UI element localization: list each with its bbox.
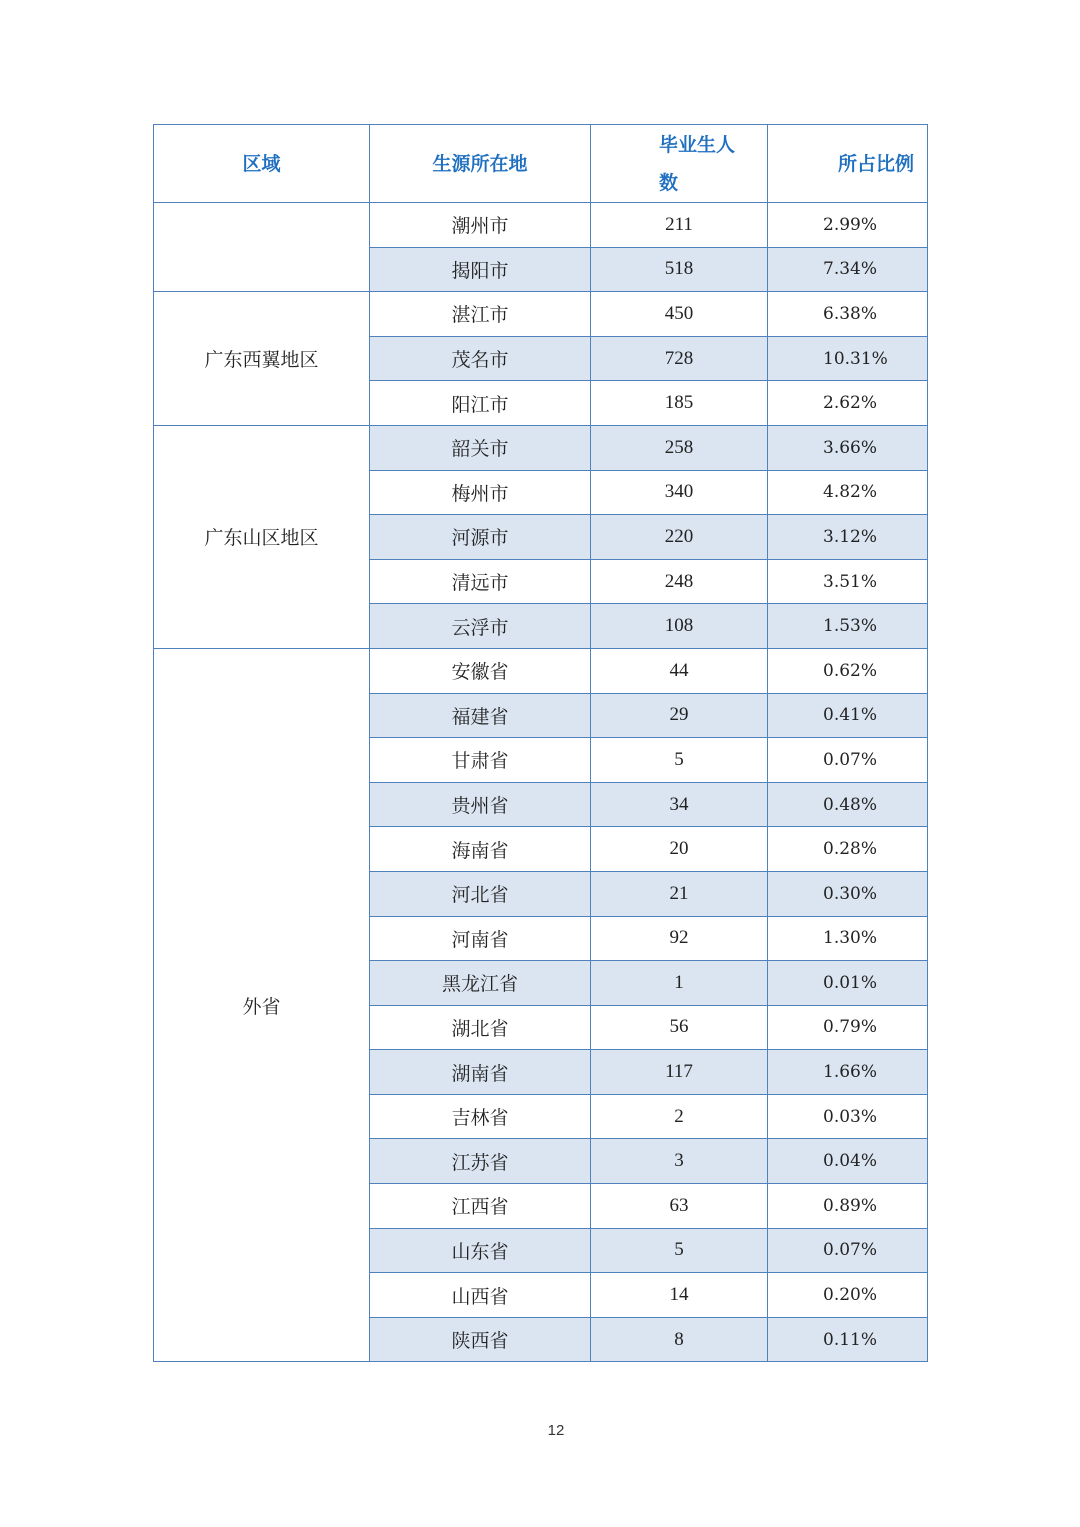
ratio-cell: 0.07% bbox=[768, 738, 928, 783]
source-location-cell: 清远市 bbox=[370, 559, 591, 604]
ratio-cell: 7.34% bbox=[768, 247, 928, 292]
region-cell: 外省 bbox=[154, 648, 370, 1362]
ratio-cell: 1.30% bbox=[768, 916, 928, 961]
ratio-cell: 3.12% bbox=[768, 515, 928, 560]
header-ratio-label: 所占比例 bbox=[838, 152, 915, 175]
graduate-count-cell: 5 bbox=[591, 738, 768, 783]
graduate-count-cell: 29 bbox=[591, 693, 768, 738]
ratio-cell: 0.07% bbox=[768, 1228, 928, 1273]
source-location-cell: 河北省 bbox=[370, 871, 591, 916]
header-region: 区域 bbox=[154, 125, 370, 203]
graduate-count-cell: 14 bbox=[591, 1273, 768, 1318]
graduate-source-table bbox=[153, 124, 928, 1362]
region-cell bbox=[154, 203, 370, 292]
graduate-count-cell: 340 bbox=[591, 470, 768, 515]
source-location-cell: 安徽省 bbox=[370, 648, 591, 693]
graduate-count-cell: 34 bbox=[591, 782, 768, 827]
graduate-count-cell: 63 bbox=[591, 1184, 768, 1229]
graduate-count-cell: 108 bbox=[591, 604, 768, 649]
graduate-count-cell: 1 bbox=[591, 961, 768, 1006]
source-location-cell: 韶关市 bbox=[370, 425, 591, 470]
header-graduate-count bbox=[591, 125, 768, 203]
ratio-cell: 3.66% bbox=[768, 425, 928, 470]
source-location-cell: 湖南省 bbox=[370, 1050, 591, 1095]
source-location-cell: 甘肃省 bbox=[370, 738, 591, 783]
graduate-count-cell: 211 bbox=[591, 203, 768, 248]
graduate-count-cell: 518 bbox=[591, 247, 768, 292]
source-location-cell: 茂名市 bbox=[370, 336, 591, 381]
graduate-count-cell: 248 bbox=[591, 559, 768, 604]
graduate-count-cell: 8 bbox=[591, 1317, 768, 1362]
ratio-cell: 2.99% bbox=[768, 203, 928, 248]
table-row bbox=[154, 292, 928, 337]
graduate-count-cell: 185 bbox=[591, 381, 768, 426]
graduate-count-cell: 450 bbox=[591, 292, 768, 337]
region-cell: 广东西翼地区 bbox=[154, 292, 370, 426]
ratio-cell: 0.28% bbox=[768, 827, 928, 872]
ratio-cell: 0.11% bbox=[768, 1317, 928, 1362]
graduate-count-cell: 258 bbox=[591, 425, 768, 470]
header-graduate-count-label: 毕业生人数 bbox=[659, 133, 736, 194]
ratio-cell: 0.20% bbox=[768, 1273, 928, 1318]
ratio-cell: 10.31% bbox=[768, 336, 928, 381]
source-location-cell: 陕西省 bbox=[370, 1317, 591, 1362]
graduate-count-cell: 56 bbox=[591, 1005, 768, 1050]
table-row bbox=[154, 648, 928, 693]
graduate-count-cell: 728 bbox=[591, 336, 768, 381]
source-location-cell: 揭阳市 bbox=[370, 247, 591, 292]
page-number: 12 bbox=[547, 1422, 565, 1439]
graduate-count-cell: 44 bbox=[591, 648, 768, 693]
region-cell: 广东山区地区 bbox=[154, 425, 370, 648]
ratio-cell: 1.53% bbox=[768, 604, 928, 649]
table-row bbox=[154, 203, 928, 248]
source-location-cell: 山东省 bbox=[370, 1228, 591, 1273]
source-location-cell: 河源市 bbox=[370, 515, 591, 560]
source-location-cell: 贵州省 bbox=[370, 782, 591, 827]
table-header-row bbox=[154, 125, 928, 203]
ratio-cell: 0.01% bbox=[768, 961, 928, 1006]
graduate-count-cell: 92 bbox=[591, 916, 768, 961]
ratio-cell: 0.30% bbox=[768, 871, 928, 916]
source-location-cell: 福建省 bbox=[370, 693, 591, 738]
ratio-cell: 0.79% bbox=[768, 1005, 928, 1050]
ratio-cell: 0.03% bbox=[768, 1094, 928, 1139]
source-location-cell: 潮州市 bbox=[370, 203, 591, 248]
graduate-count-cell: 20 bbox=[591, 827, 768, 872]
source-location-cell: 海南省 bbox=[370, 827, 591, 872]
source-location-cell: 梅州市 bbox=[370, 470, 591, 515]
source-location-cell: 吉林省 bbox=[370, 1094, 591, 1139]
ratio-cell: 0.62% bbox=[768, 648, 928, 693]
source-location-cell: 湛江市 bbox=[370, 292, 591, 337]
ratio-cell: 0.41% bbox=[768, 693, 928, 738]
source-location-cell: 黑龙江省 bbox=[370, 961, 591, 1006]
graduate-count-cell: 5 bbox=[591, 1228, 768, 1273]
ratio-cell: 6.38% bbox=[768, 292, 928, 337]
header-ratio bbox=[768, 125, 928, 203]
table-row bbox=[154, 425, 928, 470]
ratio-cell: 4.82% bbox=[768, 470, 928, 515]
ratio-cell: 2.62% bbox=[768, 381, 928, 426]
ratio-cell: 1.66% bbox=[768, 1050, 928, 1095]
source-location-cell: 云浮市 bbox=[370, 604, 591, 649]
graduate-count-cell: 21 bbox=[591, 871, 768, 916]
ratio-cell: 3.51% bbox=[768, 559, 928, 604]
graduate-count-cell: 2 bbox=[591, 1094, 768, 1139]
header-source-location: 生源所在地 bbox=[370, 125, 591, 203]
source-location-cell: 湖北省 bbox=[370, 1005, 591, 1050]
source-location-cell: 山西省 bbox=[370, 1273, 591, 1318]
ratio-cell: 0.89% bbox=[768, 1184, 928, 1229]
graduate-count-cell: 117 bbox=[591, 1050, 768, 1095]
ratio-cell: 0.48% bbox=[768, 782, 928, 827]
source-location-cell: 河南省 bbox=[370, 916, 591, 961]
ratio-cell: 0.04% bbox=[768, 1139, 928, 1184]
graduate-count-cell: 220 bbox=[591, 515, 768, 560]
source-location-cell: 江西省 bbox=[370, 1184, 591, 1229]
source-location-cell: 阳江市 bbox=[370, 381, 591, 426]
graduate-count-cell: 3 bbox=[591, 1139, 768, 1184]
table-body bbox=[154, 203, 928, 1362]
source-location-cell: 江苏省 bbox=[370, 1139, 591, 1184]
